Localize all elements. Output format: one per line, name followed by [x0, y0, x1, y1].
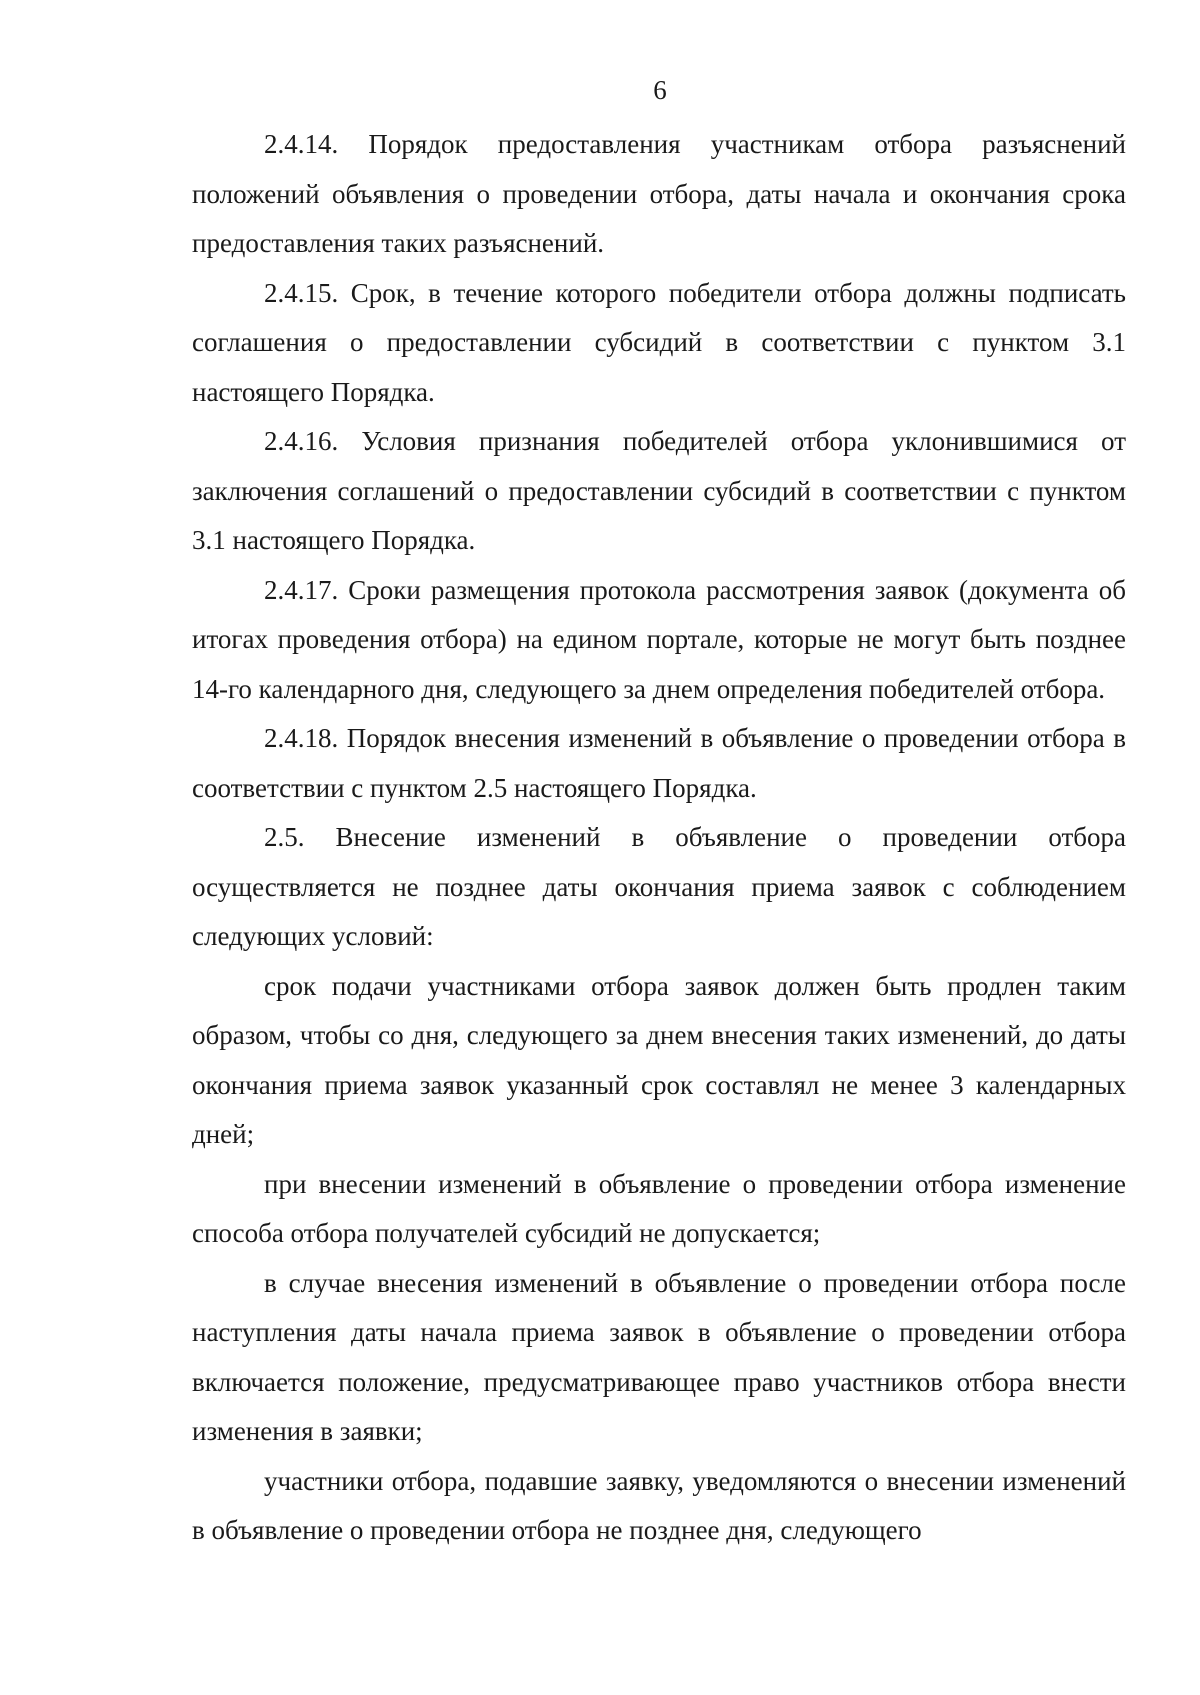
- paragraph-2-5: 2.5. Внесение изменений в объявление о проведении отбора осуществляется не позднее даты окончания приема заявок с соблюдением следующих условий:: [192, 822, 1126, 951]
- condition-notification: участники отбора, подавшие заявку, уведомляются о внесении изменений в объявление о проведении отбора не позднее дня, следующего: [192, 1465, 1126, 1545]
- page-number: 6: [653, 75, 667, 105]
- paragraph-2-4-16: 2.4.16. Условия признания победителей отбора уклонившимися от заключения соглашений о предоставлении субсидий в соответствии с пунктом 3.1 настоящего Порядка.: [192, 426, 1126, 555]
- paragraph-2-4-15: 2.4.15. Срок, в течение которого победители отбора должны подписать соглашения о предоставлении субсидий в соответствии с пунктом 3.1 настоящего Порядка.: [192, 277, 1126, 407]
- condition-right-to-amend: в случае внесения изменений в объявление о проведении отбора после наступления даты начала приема заявок в объявление о проведении отбора включается положение, предусматривающее право участников отбора внести изменения в заявки;: [192, 1267, 1126, 1446]
- paragraph-2-4-18: 2.4.18. Порядок внесения изменений в объявление о проведении отбора в соответствии с пунктом 2.5 настоящего Порядка.: [192, 723, 1126, 803]
- document-body: [192, 120, 1126, 1556]
- paragraph-2-4-14: 2.4.14. Порядок предоставления участникам отбора разъяснений положений объявления о проведении отбора, даты начала и окончания срока предоставления таких разъяснений.: [192, 129, 1126, 258]
- condition-deadline-extension: срок подачи участниками отбора заявок должен быть продлен таким образом, чтобы со дня, следующего за днем внесения таких изменений, до даты окончания приема заявок указанный срок составлял не менее 3 календарных дней;: [192, 970, 1126, 1149]
- paragraph-2-4-17: 2.4.17. Сроки размещения протокола рассмотрения заявок (документа об итогах проведения отбора) на едином портале, которые не могут быть позднее 14-го календарного дня, следующего за днем определения победителей отбора.: [192, 574, 1126, 704]
- condition-method-unchanged: при внесении изменений в объявление о проведении отбора изменение способа отбора получателей субсидий не допускается;: [192, 1168, 1126, 1248]
